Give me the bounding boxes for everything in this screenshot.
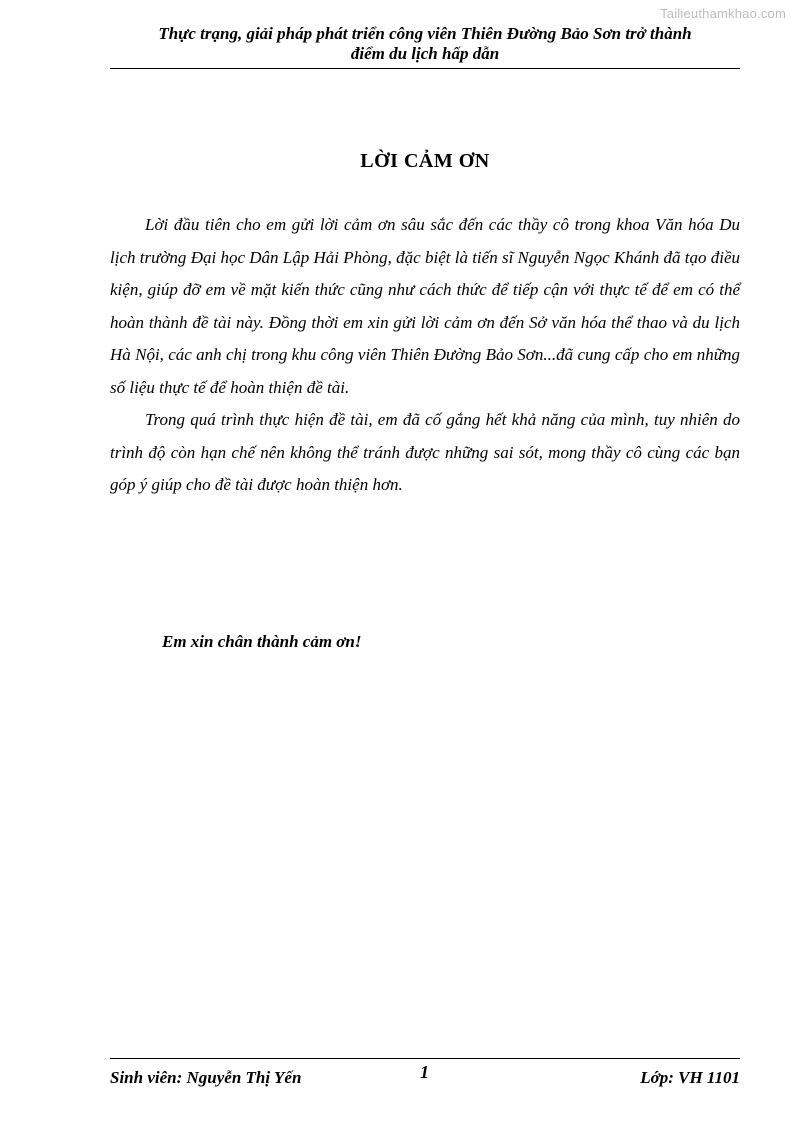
running-header — [110, 24, 740, 64]
page-footer — [110, 1060, 740, 1087]
paragraph-1: Lời đầu tiên cho em gửi lời cảm ơn sâu sắc đến các thầy cô trong khoa Văn hóa Du lịch trường Đại học Dân Lập Hải Phòng, đặc biệt là tiến sĩ Nguyễn Ngọc Khánh đã tạo điều kiện, giúp đỡ em về mặt kiến thức cũng như cách thức để tiếp cận với thực tế để em có thể hoàn thành đề tài này. Đồng thời em xin gửi lời cảm ơn đến Sở văn hóa thể thao và du lịch Hà Nội, các anh chị trong khu công viên Thiên Đường Bảo Sơn...đã cung cấp cho em những số liệu thực tế để hoàn thiện đề tài. — [110, 215, 740, 397]
acknowledgement-body — [110, 209, 740, 502]
footer-page-number: 1 — [420, 1062, 429, 1082]
footer-student-name: Sinh viên: Nguyễn Thị Yến — [110, 1068, 302, 1087]
footer-divider — [110, 1058, 740, 1059]
header-title-line-1: Thực trạng, giải pháp phát triển công viên Thiên Đường Bảo Sơn trở thành — [158, 24, 692, 43]
header-title-line-2: điểm du lịch hấp dẫn — [350, 44, 500, 63]
page-title: LỜI CẢM ƠN — [360, 150, 490, 172]
watermark-text: Tailieuthamkhao.com — [660, 6, 786, 21]
footer-class-code: Lớp: VH 1101 — [640, 1068, 740, 1087]
paragraph-2: Trong quá trình thực hiện đề tài, em đã cố gắng hết khả năng của mình, tuy nhiên do trình độ còn hạn chế nên không thể tránh được những sai sót, mong thầy cô cùng các bạn góp ý giúp cho đề tài được hoàn thiện hơn. — [110, 410, 740, 494]
header-divider — [110, 68, 740, 69]
closing-line: Em xin chân thành cảm ơn! — [162, 632, 362, 651]
